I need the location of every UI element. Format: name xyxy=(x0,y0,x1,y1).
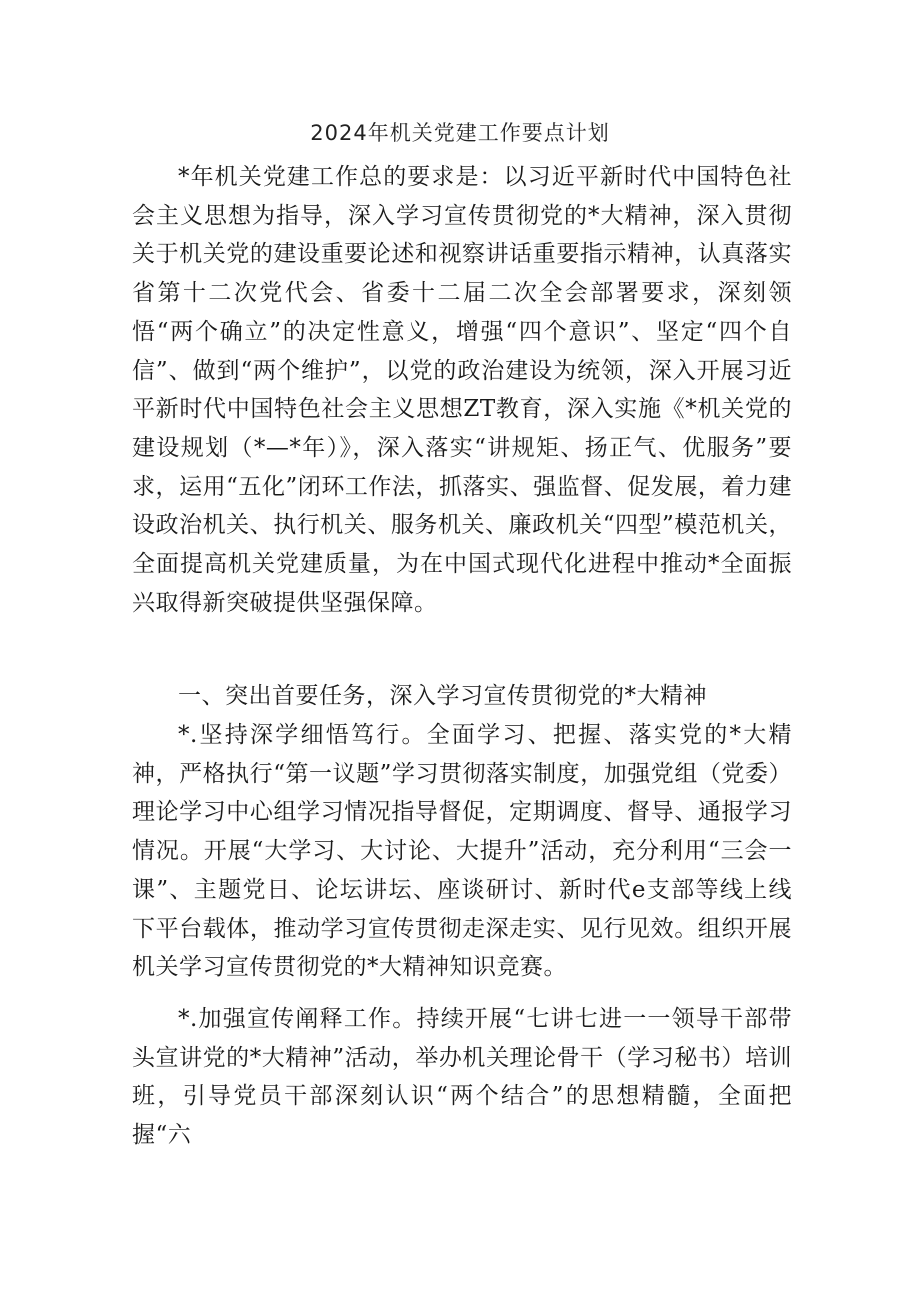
section-heading-1: 一、突出首要任务，深入学习宣传贯彻党的*大精神 xyxy=(178,683,707,709)
document-title: 2024年机关党建工作要点计划 xyxy=(310,121,610,145)
paragraph-item-study: *.坚持深学细悟笃行。全面学习、把握、落实党的*大精神，严格执行“第一议题”学习贯彻落实制度，加强党组（党委）理论学习中心组学习情况指导督促，定期调度、督导、通报学习情况。开展“大学习、大讨论、大提升”活动，充分利用“三会一课”、主题党日、论坛讲坛、座谈研讨、新时代e支部等线上线下平台载体，推动学习宣传贯彻走深走实、见行见效。组织开展机关学习宣传贯彻党的*大精神知识竞赛。 xyxy=(132,722,792,981)
paragraph-general-requirements: *年机关党建工作总的要求是：以习近平新时代中国特色社会主义思想为指导，深入学习宣传贯彻党的*大精神，深入贯彻关于机关党的建设重要论述和视察讲话重要指示精神，认真落实省第十二次党代会、省委十二届二次全会部署要求，深刻领悟“两个确立”的决定性意义，增强“四个意识”、坚定“四个自信”、做到“两个维护”，以党的政治建设为统领，深入开展习近平新时代中国特色社会主义思想ZT教育，深入实施《*机关党的建设规划（*—*年）》，深入落实“讲规矩、扬正气、优服务”要求，运用“五化”闭环工作法，抓落实、强监督、促发展，着力建设政治机关、执行机关、服务机关、廉政机关“四型”模范机关，全面提高机关党建质量，为在中国式现代化进程中推动*全面振兴取得新突破提供坚强保障。 xyxy=(132,164,792,616)
paragraph-item-publicity: *.加强宣传阐释工作。持续开展“七讲七进一一领导干部带头宣讲党的*大精神”活动，举办机关理论骨干（学习秘书）培训班，引导党员干部深刻认识“两个结合”的思想精髓，全面把握“六 xyxy=(132,1006,792,1149)
